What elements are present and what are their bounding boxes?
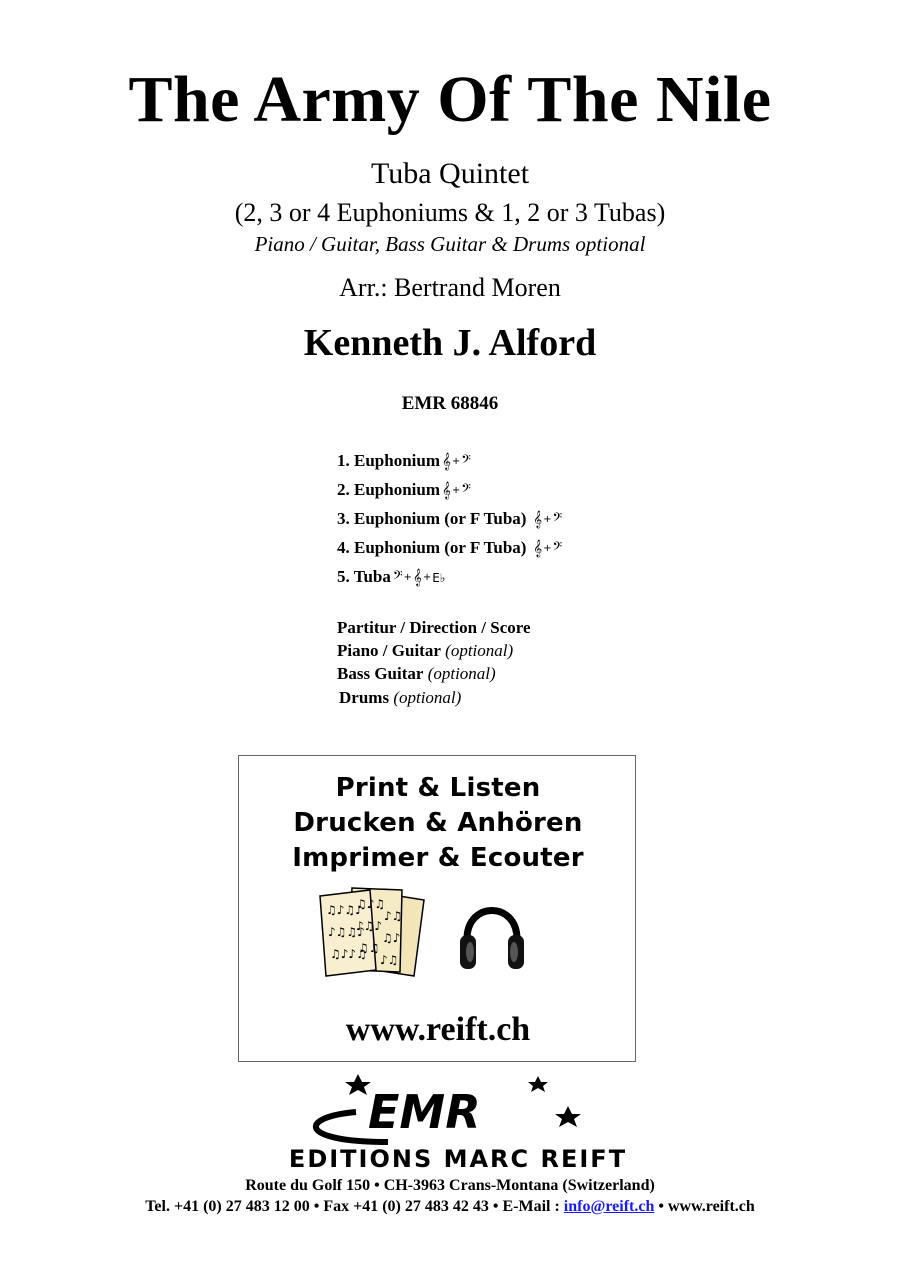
part-item [337,451,471,471]
svg-text:EDITIONS MARC REIFT: EDITIONS MARC REIFT [288,1145,628,1172]
website-link[interactable]: www.reift.ch [345,1011,531,1048]
svg-text:♪♫♫♪: ♪♫♫♪ [328,925,365,939]
optional-note: Piano / Guitar, Bass Guitar & Drums optional [254,232,646,256]
page-title: The Army Of The Nile [128,63,772,136]
part-label: 3. Euphonium (or F Tuba) [337,509,527,528]
svg-text:♪♫: ♪♫ [380,953,399,967]
catalog-number: EMR 68846 [401,393,499,414]
clef-icons: 𝄞+𝄢 [442,481,471,499]
extra-item: Partitur / Direction / Score [337,618,531,637]
sheet-music-icon [314,884,444,979]
print-listen-line: Drucken & Anhören [293,808,583,838]
headphones-icon [457,891,527,976]
clef-icons: 𝄞+𝄢 [533,539,563,557]
svg-text:EMR: EMR [368,1085,481,1139]
clef-icons: 𝄞+𝄢 [442,452,471,470]
part-item [337,567,445,587]
part-item [337,538,562,558]
instrumentation: (2, 3 or 4 Euphoniums & 1, 2 or 3 Tubas) [234,198,666,227]
arranger: Arr.: Bertrand Moren [339,273,561,302]
print-listen-box [238,755,636,1062]
svg-text:♪♫♪: ♪♫♪ [356,919,383,933]
clef-icons: 𝄢+𝄞+E♭ [392,568,446,586]
extra-item: Piano / Guitar (optional) [337,641,514,660]
part-item [337,509,562,529]
clef-icons: 𝄞+𝄢 [533,510,563,528]
print-listen-line: Print & Listen [335,773,541,803]
svg-text:♫♪: ♫♪ [382,931,401,945]
extra-item: Bass Guitar (optional) [337,664,496,683]
svg-text:♫♪♪♫: ♫♪♪♫ [330,947,367,961]
svg-text:♫♫: ♫♫ [358,941,380,955]
part-label: 5. Tuba [337,567,391,586]
svg-text:♪♫: ♪♫ [384,909,403,923]
composer: Kenneth J. Alford [303,322,597,364]
emr-logo [238,1072,678,1172]
email-link[interactable]: info@reift.ch [563,1198,655,1215]
svg-text:♫♪♫: ♫♪♫ [356,897,386,911]
part-label: 4. Euphonium (or F Tuba) [337,538,527,557]
subtitle: Tuba Quintet [370,157,530,190]
part-item [337,480,471,500]
print-listen-line: Imprimer & Ecouter [292,843,584,873]
part-label: 1. Euphonium [337,451,440,470]
svg-text:♫♪♫♪: ♫♪♫♪ [326,903,363,917]
part-label: 2. Euphonium [337,480,440,499]
publisher-contact: Tel. +41 (0) 27 483 12 00 • Fax +41 (0) 27 483 42 43 • E-Mail : info@reift.ch • www.reift.ch [145,1198,755,1215]
publisher-address: Route du Golf 150 • CH-3963 Crans-Montana (Switzerland) [245,1177,655,1194]
extra-item: Drums (optional) [339,688,462,707]
